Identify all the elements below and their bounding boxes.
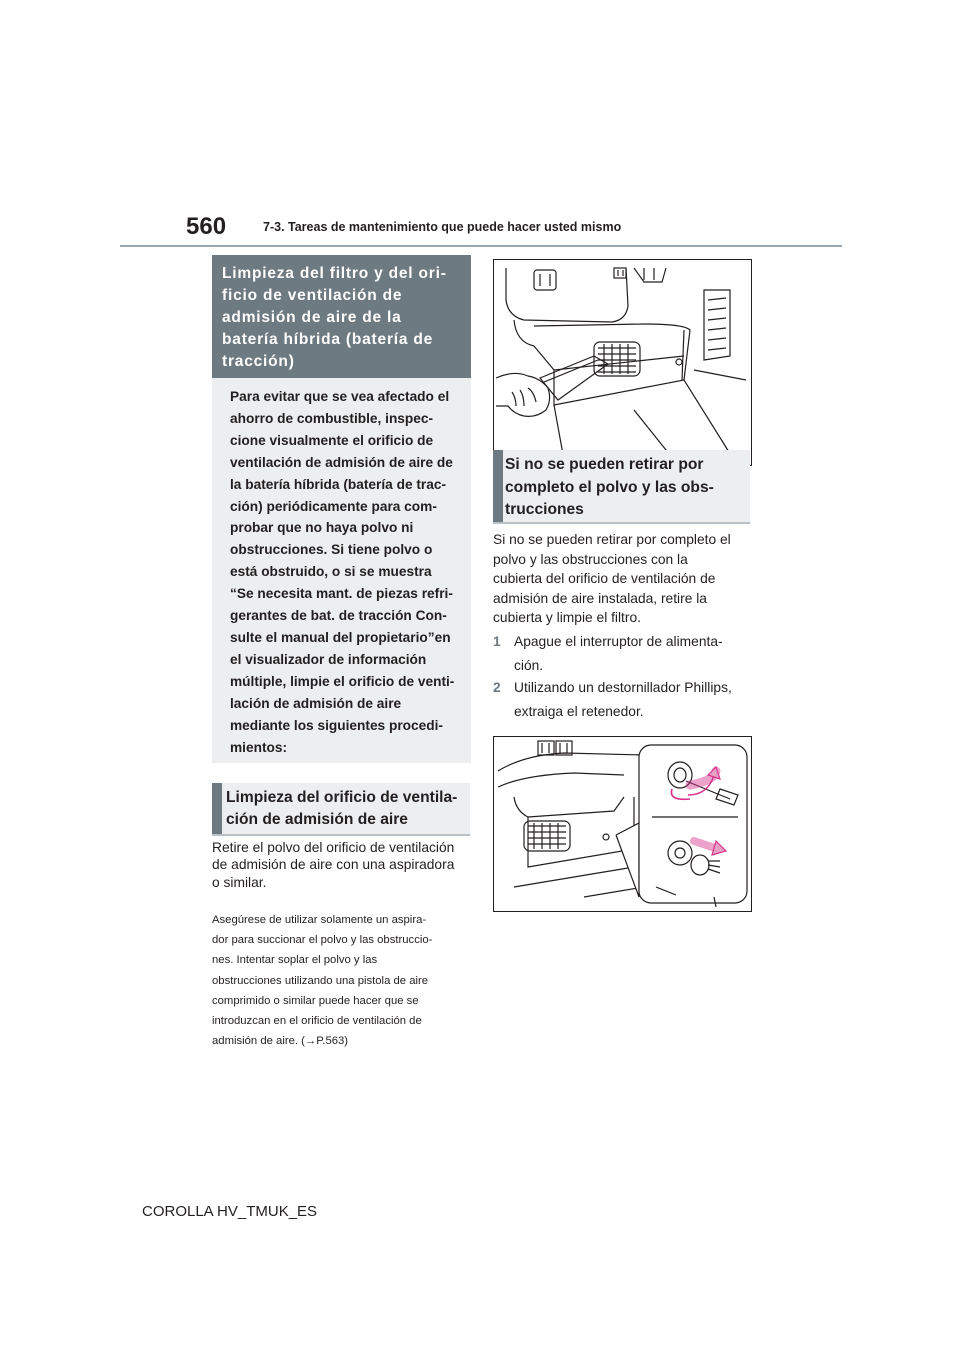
step-text: Utilizando un destornillador Phillips, extraiga el retenedor.	[514, 680, 732, 719]
subheading-text: Si no se pueden retirar por completo el polvo y las obs- trucciones	[505, 456, 714, 518]
page-number: 560	[186, 213, 227, 240]
section-title: 7-3. Tareas de mantenimiento que puede hacer usted mismo	[263, 220, 622, 234]
subheading-text: Limpieza del orificio de ventila- ción de admisión de aire	[226, 789, 458, 828]
main-title: Limpieza del filtro y del ori- ficio de ventilación de admisión de aire de la batería híbrida (batería de tracción)	[222, 265, 447, 370]
header-rule	[120, 245, 842, 247]
intro-text: Para evitar que se vea afectado el ahorro de combustible, inspec- cione visualmente el orificio de ventilación de admisión de aire de la batería híbrida (batería de trac- ción) periódicamente para com- probar que no haya polvo ni obstrucciones. Si tiene polvo o está obstruido, o si se muestra “Se necesita mant. de piezas refri- gerantes de bat. de tracción Con- sulte el manual del propietario”en el visualizador de información múltiple, limpie el orificio de venti- lación de admisión de aire mediante los siguientes procedi- mientos:	[230, 389, 455, 755]
subheading-remove-cover	[493, 450, 750, 522]
main-title-box	[212, 255, 471, 378]
heading-accent-bar	[212, 783, 222, 834]
heading-underline	[493, 522, 750, 524]
caution-note: Asegúrese de utilizar solamente un aspira- dor para succionar el polvo y las obstruccio- nes. Intentar soplar el polvo y las obstrucciones utilizando una pistola de aire comprimido o similar puede hacer que se introduzcan en el orificio de ventilación de admisión de aire. (→P.563)	[212, 914, 433, 1048]
vacuum-paragraph: Retire el polvo del orificio de ventilación de admisión de aire con una aspiradora o similar.	[212, 840, 455, 890]
heading-underline	[212, 834, 470, 836]
intro-box	[212, 378, 471, 763]
footer-model-code: COROLLA HV_TMUK_ES	[142, 1203, 318, 1220]
step-2	[493, 676, 755, 724]
retainer-illustration-svg	[494, 737, 751, 911]
step-number: 1	[493, 634, 501, 649]
step-1	[493, 630, 755, 678]
heading-accent-bar	[493, 450, 503, 522]
screwdriver-retainer-illustration	[493, 736, 752, 912]
vacuum-illustration-svg	[494, 260, 751, 465]
vacuum-illustration	[493, 259, 752, 466]
step-number: 2	[493, 680, 501, 695]
subheading-vent-cleaning	[212, 783, 470, 834]
step-text: Apague el interruptor de alimenta- ción.	[514, 634, 723, 673]
remove-cover-paragraph: Si no se pueden retirar por completo el polvo y las obstrucciones con la cubierta del orificio de ventilación de admisión de aire instalada, retire la cubierta y limpie el filtro.	[493, 532, 731, 625]
